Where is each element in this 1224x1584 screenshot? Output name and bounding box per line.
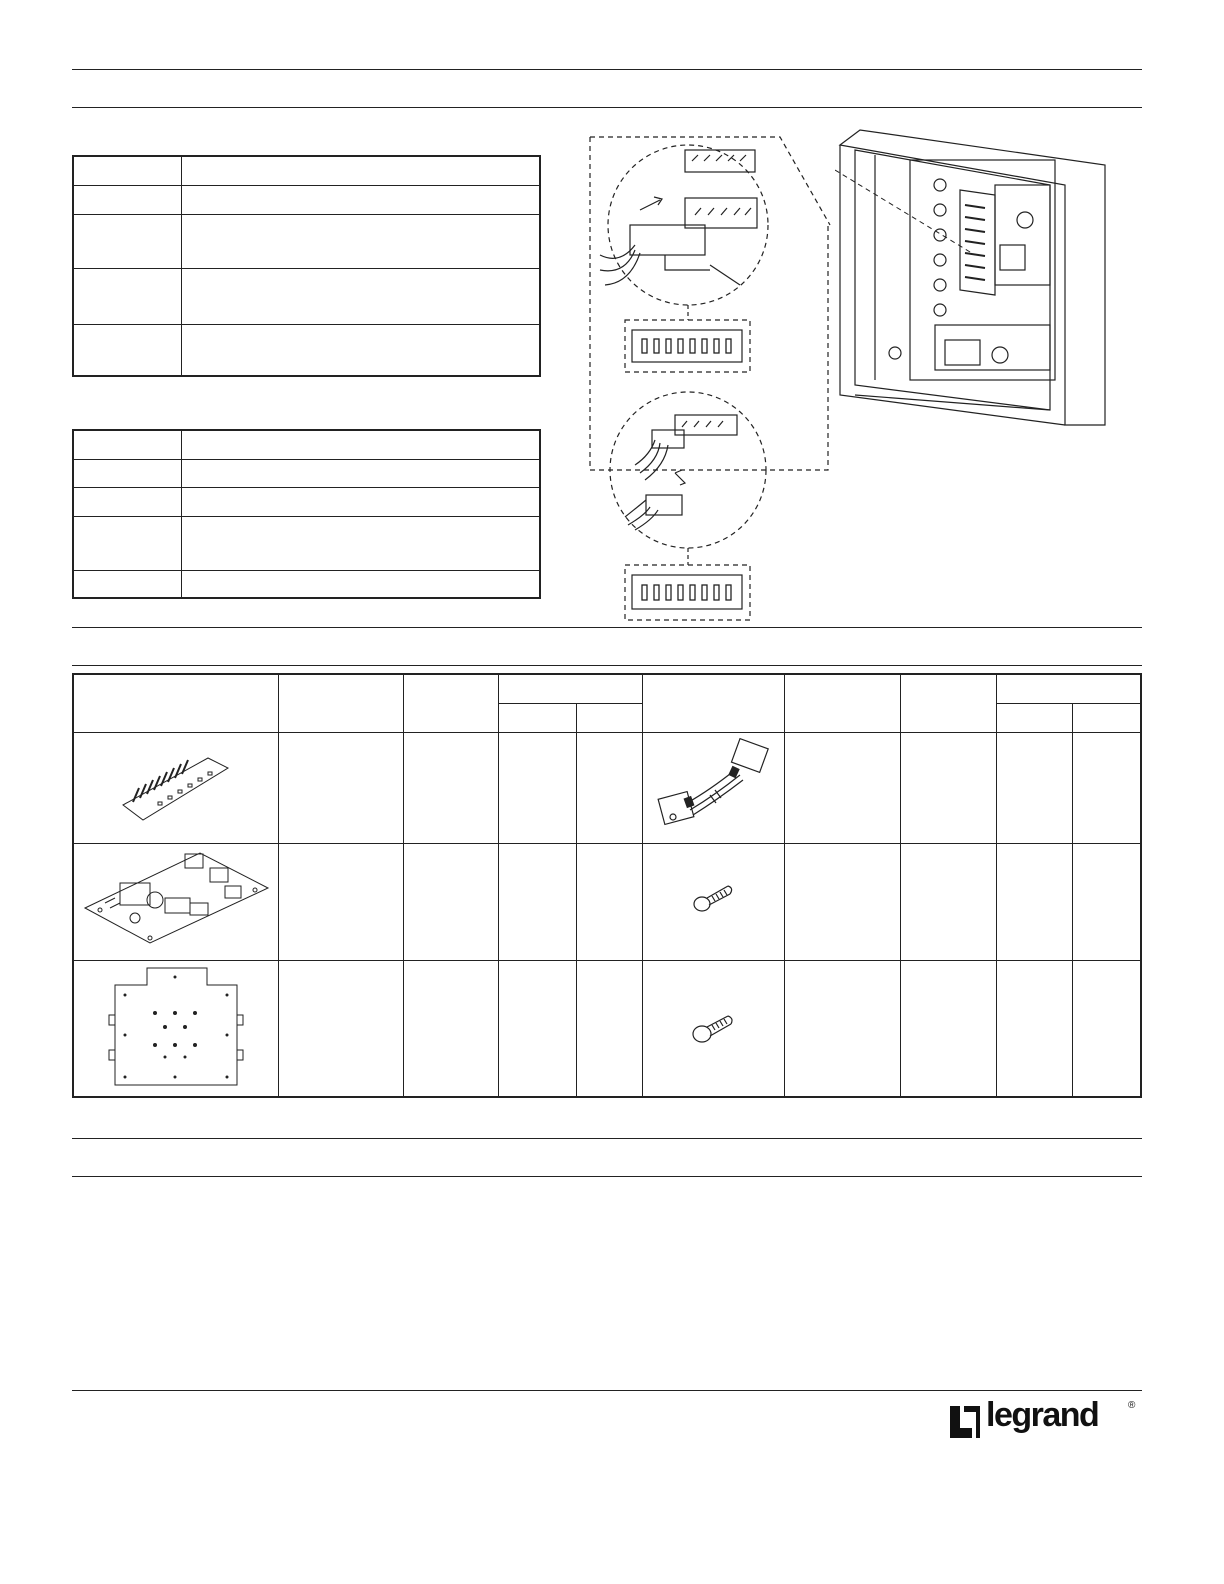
header-rule-bottom <box>72 107 1142 108</box>
legrand-logo <box>948 1398 1138 1448</box>
screw-icon <box>690 1010 735 1045</box>
table-row <box>74 488 539 517</box>
table-row <box>74 460 539 488</box>
table-row <box>74 732 1140 733</box>
section-rule-4 <box>72 1176 1142 1177</box>
section-rule-3 <box>72 1138 1142 1139</box>
enclosure-icon <box>835 125 1110 430</box>
table-row <box>74 215 539 269</box>
footer-rule <box>72 1390 1142 1391</box>
control-board-icon <box>80 848 272 948</box>
table-row <box>74 517 539 571</box>
connector-detail-icon <box>580 125 850 625</box>
table-row <box>74 431 539 460</box>
table-row <box>74 325 539 377</box>
table-row <box>74 157 539 186</box>
spec-table-2 <box>72 429 541 599</box>
spec-table-1 <box>72 155 541 377</box>
header-rule-top <box>72 69 1142 70</box>
table-row <box>74 571 539 599</box>
screw-icon <box>690 880 735 915</box>
registered-mark: ® <box>1128 1400 1136 1411</box>
mounting-plate-icon <box>105 965 245 1090</box>
legrand-logo-mark-icon <box>948 1404 982 1440</box>
table-row <box>74 960 1140 961</box>
brand-name: legrand <box>986 1396 1099 1434</box>
connector-cable-icon <box>655 735 775 835</box>
section-rule-2 <box>72 665 1142 666</box>
table-row <box>74 186 539 215</box>
table-row <box>74 269 539 325</box>
table-row <box>74 843 1140 844</box>
section-rule-1 <box>72 627 1142 628</box>
relay-module-board-icon <box>118 740 230 830</box>
